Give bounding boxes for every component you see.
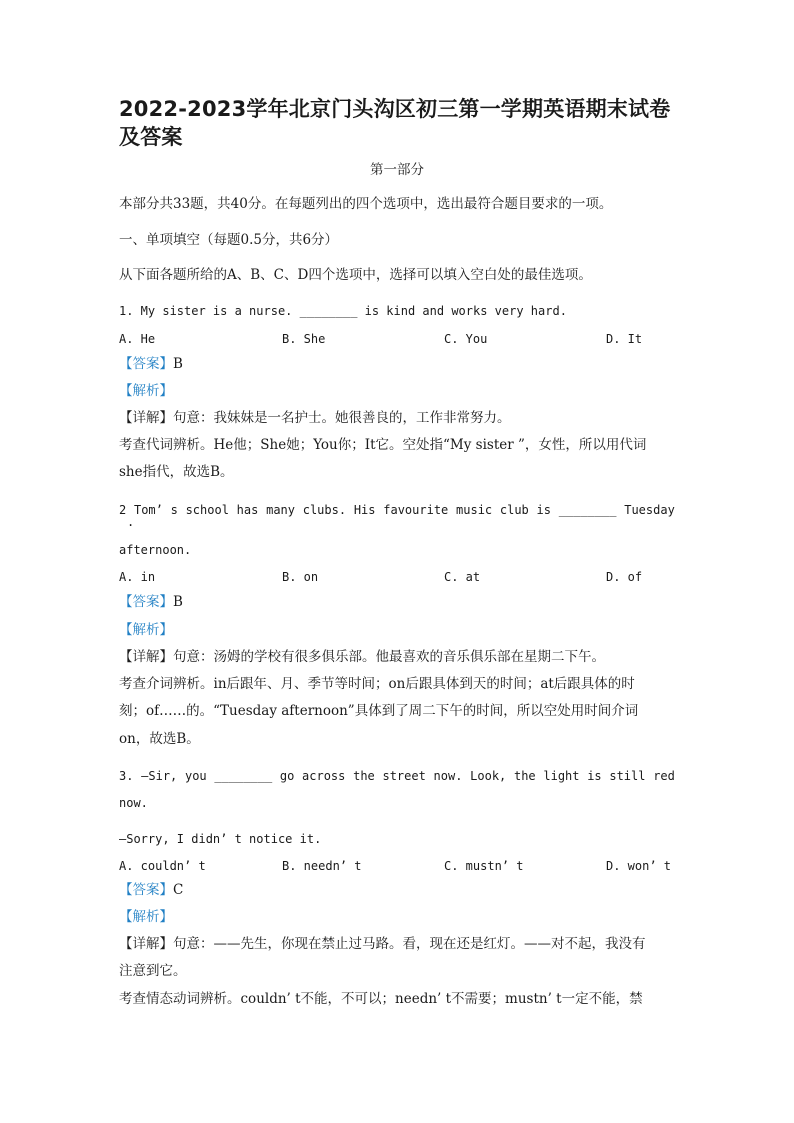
stem-word: go xyxy=(279,769,295,783)
answer-label: 【答案】 xyxy=(119,882,173,898)
stem-word: 2 xyxy=(119,503,127,517)
question-2-analysis-label xyxy=(119,620,679,640)
stem-word: many xyxy=(266,503,295,517)
question-2-option-b: B. on xyxy=(282,570,319,584)
question-1-stem: 1. My sister is a nurse. ________ is kind and works very hard. xyxy=(119,304,567,318)
question-3-option-b: B. needn’ t xyxy=(282,859,362,873)
analysis-label: 【解析】 xyxy=(119,622,173,638)
stem-word: is xyxy=(536,503,551,517)
question-2-answer xyxy=(119,592,679,612)
question-2-explain-line-1: 考查介词辨析。in后跟年、月、季节等时间；on后跟具体到天的时间；at后跟具体的时 xyxy=(119,676,635,692)
part-intro: 本部分共33题，共40分。在每题列出的四个选项中，选出最符合题目要求的一项。 xyxy=(119,196,613,212)
question-2-stem-cont: afternoon. xyxy=(119,543,192,557)
analysis-label: 【解析】 xyxy=(119,909,173,925)
stem-word: the xyxy=(353,769,375,783)
answer-label: 【答案】 xyxy=(119,594,173,610)
stem-word: street xyxy=(382,769,426,783)
question-2-number-dot: . xyxy=(127,515,135,529)
question-3-analysis-label xyxy=(119,907,679,927)
stem-word: Look, xyxy=(470,769,507,783)
question-1-option-a: A. He xyxy=(119,332,156,346)
detail-label: 【详解】 xyxy=(119,410,173,426)
question-1-detail xyxy=(119,408,679,428)
question-1-option-d: D. It xyxy=(606,332,643,346)
stem-word: Tuesday xyxy=(624,503,675,517)
stem-word: clubs. xyxy=(302,503,347,517)
stem-word: club xyxy=(499,503,529,517)
question-3-explain-line-1: 考查情态动词辨析。couldn’ t不能，不可以；needn’ t不需要；mustn’ t一定不能，禁 xyxy=(119,991,643,1007)
question-1-explain-line-2: she指代，故选B。 xyxy=(119,464,234,480)
question-1-answer xyxy=(119,354,679,374)
answer-value: C xyxy=(173,882,184,898)
stem-word: s xyxy=(170,503,178,517)
question-1-explain-line-1: 考查代词辨析。He他；She她；You你；It它。空处指“My sister ”，女性，所以用代词 xyxy=(119,437,647,453)
question-1-analysis-label xyxy=(119,381,679,401)
part-heading: 第一部分 xyxy=(370,162,424,178)
document-title: 2022-2023学年北京门头沟区初三第一学期英语期末试卷及答案 xyxy=(119,97,671,149)
detail-label: 【详解】 xyxy=(119,649,173,665)
question-2-option-c: C. at xyxy=(444,570,481,584)
question-2-option-d: D. of xyxy=(606,570,643,584)
analysis-label: 【解析】 xyxy=(119,383,173,399)
question-3-detail-cont: 注意到它。 xyxy=(119,963,187,979)
stem-word: light xyxy=(543,769,580,783)
section-heading: 一、单项填空（每题0.5分，共6分） xyxy=(119,232,339,248)
stem-word: ________ xyxy=(214,769,273,783)
question-3-option-a: A. couldn’ t xyxy=(119,859,206,873)
question-2-option-a: A. in xyxy=(119,570,156,584)
stem-word: red xyxy=(653,769,675,783)
question-3-option-c: C. mustn’ t xyxy=(444,859,524,873)
stem-word: has xyxy=(236,503,259,517)
answer-value: B xyxy=(173,356,183,372)
question-3-stem-cont: now. xyxy=(119,796,148,810)
stem-word: across xyxy=(302,769,346,783)
stem-word: Tom’ xyxy=(133,503,163,517)
detail-text: 句意：我妹妹是一名护士。她很善良的，工作非常努力。 xyxy=(173,410,511,426)
stem-word: school xyxy=(185,503,229,517)
stem-word: ________ xyxy=(558,503,617,517)
stem-word: —Sir, xyxy=(141,769,178,783)
stem-word: favourite xyxy=(383,503,449,517)
question-2-explain-line-2: 刻；of……的。“Tuesday afternoon”具体到了周二下午的时间，所以空处用时间介词 xyxy=(119,703,639,719)
stem-word: His xyxy=(353,503,376,517)
stem-word: still xyxy=(609,769,646,783)
question-3-detail xyxy=(119,934,679,954)
detail-label: 【详解】 xyxy=(119,936,173,952)
answer-value: B xyxy=(173,594,183,610)
question-3-answer xyxy=(119,880,679,900)
question-1-option-c: C. You xyxy=(444,332,488,346)
question-2-explain-line-3: on，故选B。 xyxy=(119,731,200,747)
question-2-detail xyxy=(119,647,679,667)
detail-text: 句意：汤姆的学校有很多俱乐部。他最喜欢的音乐俱乐部在星期二下午。 xyxy=(173,649,605,665)
stem-word: 3. xyxy=(119,769,134,783)
stem-word: now. xyxy=(433,769,463,783)
answer-label: 【答案】 xyxy=(119,356,173,372)
question-3-reply: —Sorry, I didn’ t notice it. xyxy=(119,832,322,846)
stem-word: the xyxy=(513,769,536,783)
stem-word: you xyxy=(184,769,207,783)
stem-word: music xyxy=(456,503,493,517)
section-instruction: 从下面各题所给的A、B、C、D四个选项中，选择可以填入空白处的最佳选项。 xyxy=(119,267,592,283)
question-1-option-b: B. She xyxy=(282,332,326,346)
question-3-stem xyxy=(119,766,675,786)
question-3-option-d: D. won’ t xyxy=(606,859,672,873)
detail-text: 句意：——先生，你现在禁止过马路。看，现在还是红灯。——对不起，我没有 xyxy=(173,936,646,952)
stem-word: is xyxy=(587,769,602,783)
question-2-stem xyxy=(119,500,675,520)
